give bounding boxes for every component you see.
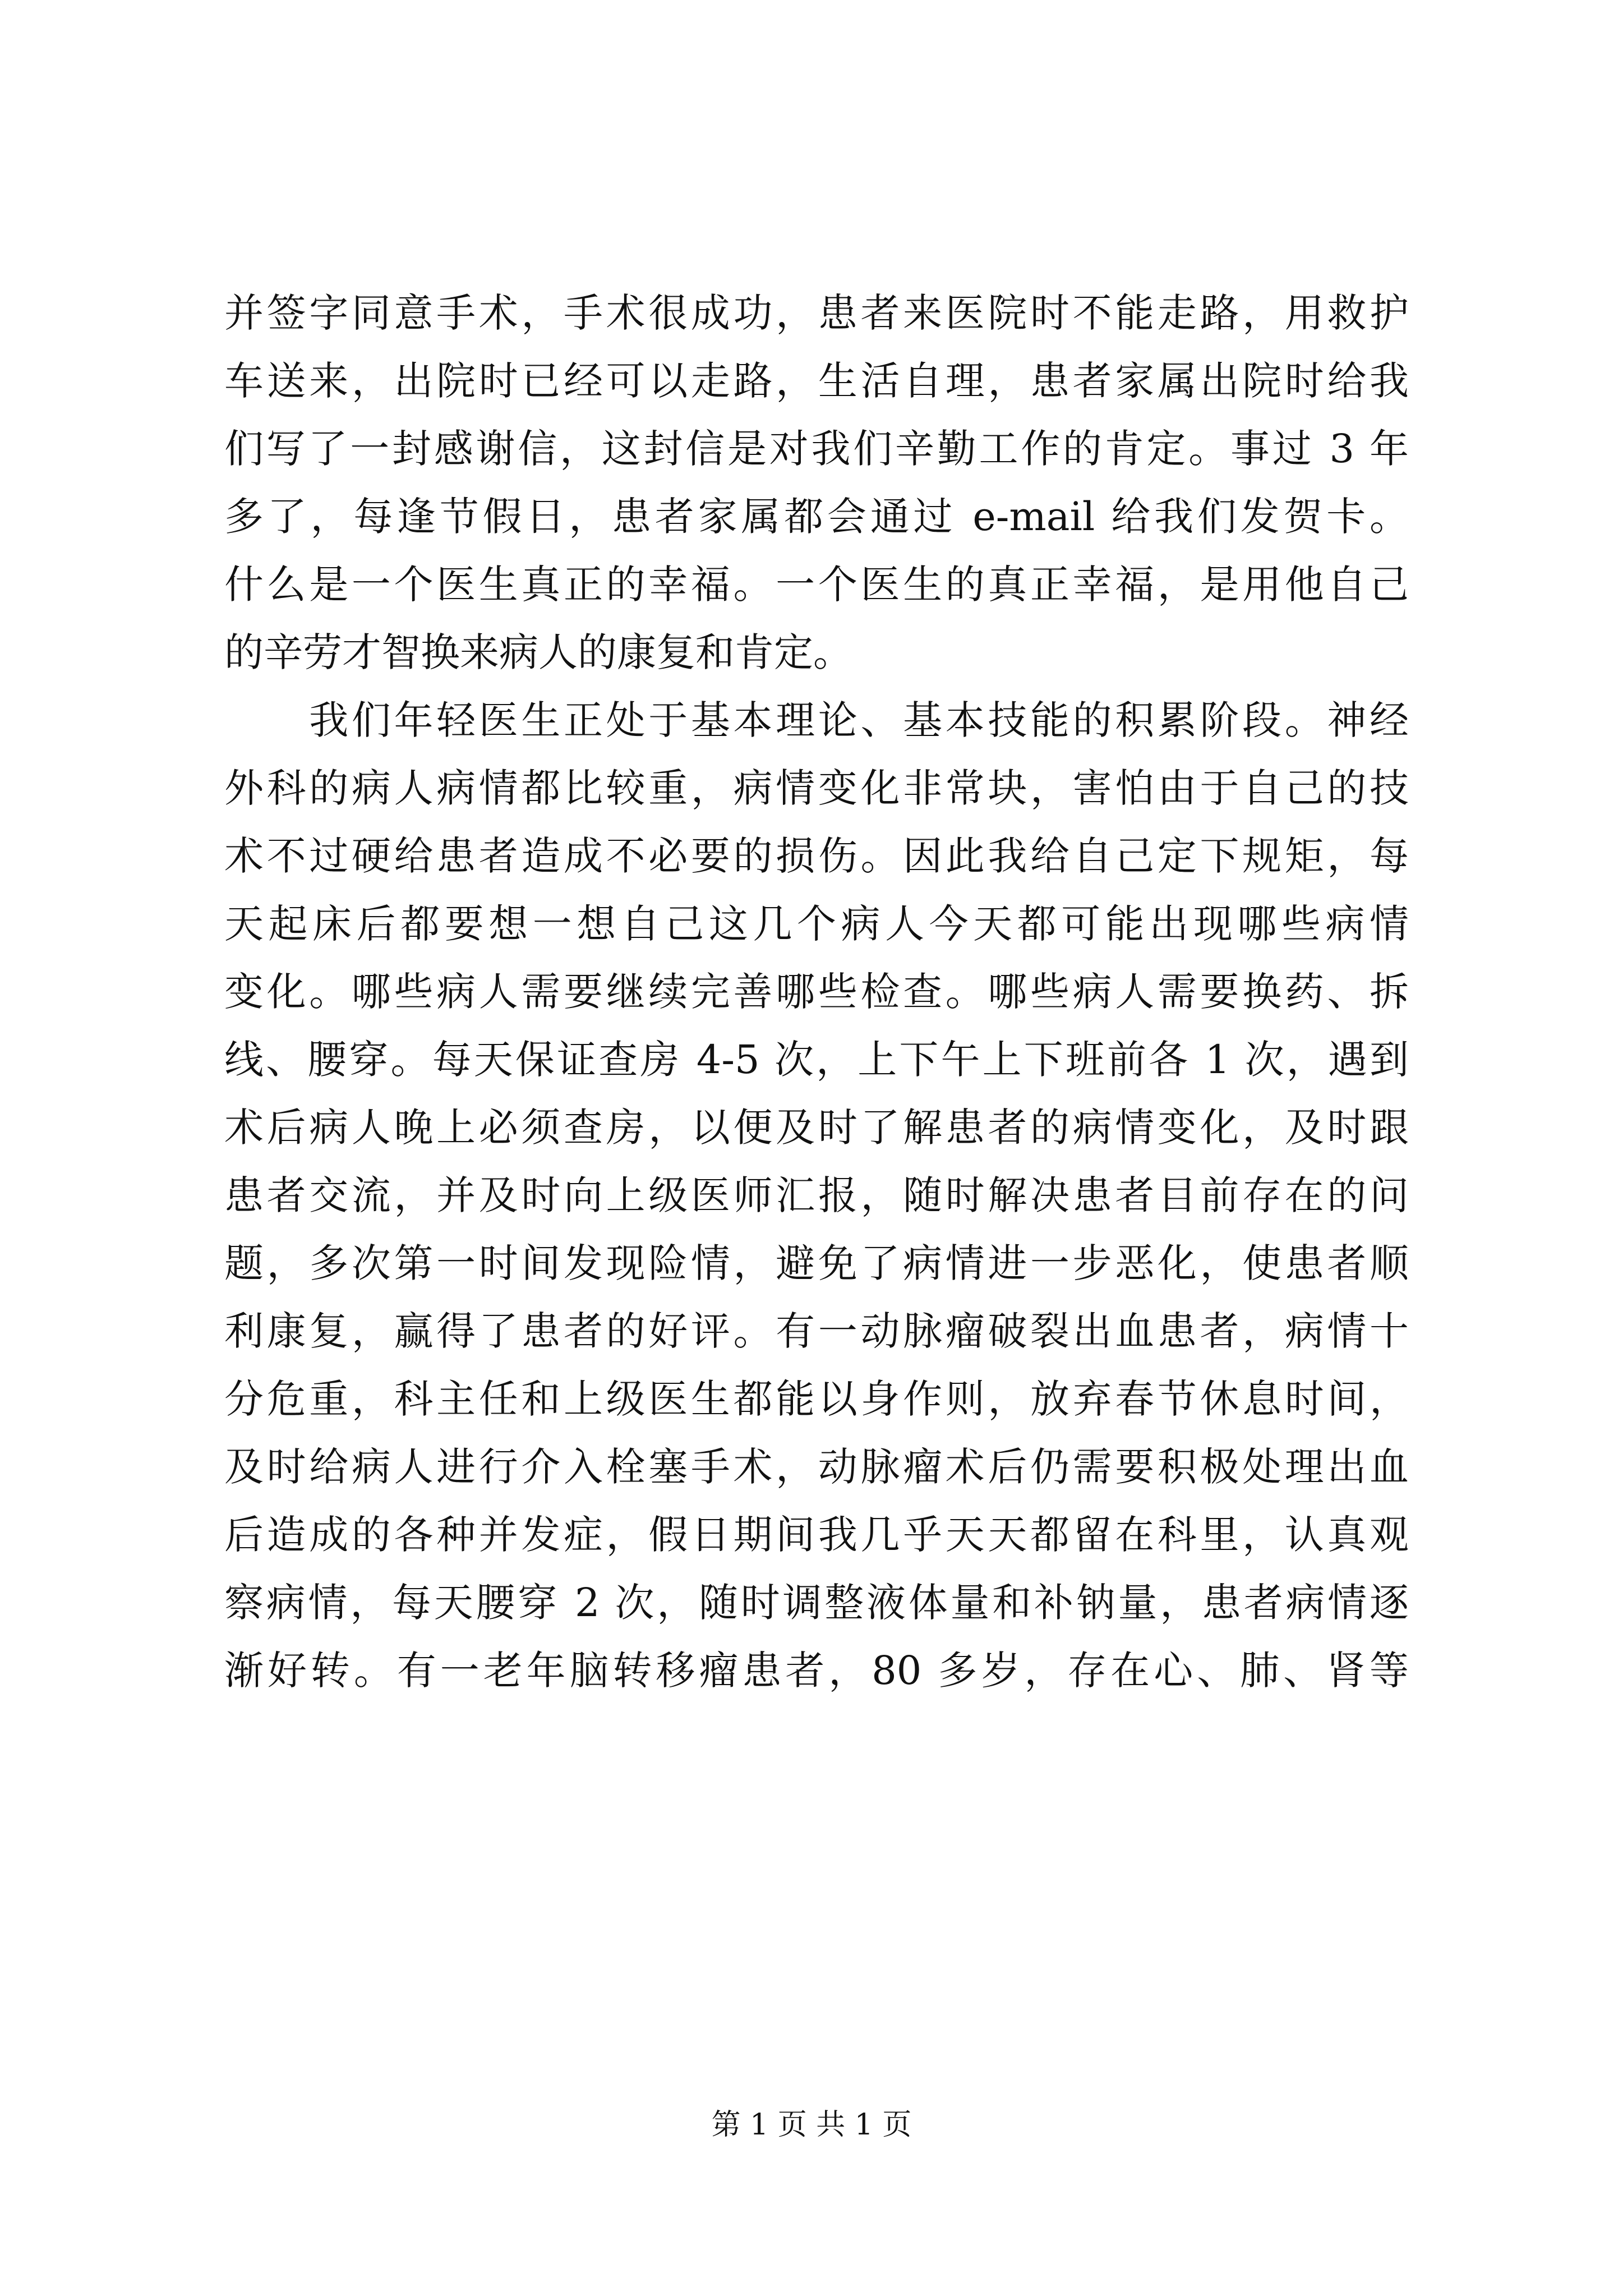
text-line: 变化。哪些病人需要继续完善哪些检查。哪些病人需要换药、拆: [224, 969, 1409, 1015]
text-line: 利康复，赢得了患者的好评。有一动脉瘤破裂出血患者，病情十: [224, 1308, 1409, 1354]
text-line: 外科的病人病情都比较重，病情变化非常块，害怕由于自己的技: [224, 765, 1409, 811]
text-line: 后造成的各种并发症，假日期间我几乎天天都留在科里，认真观: [224, 1512, 1409, 1558]
text-line: 多了，每逢节假日，患者家属都会通过 e-mail 给我们发贺卡。: [224, 494, 1409, 540]
text-line: 渐好转。有一老年脑转移瘤患者，80 多岁，存在心、肺、肾等: [224, 1648, 1409, 1694]
text-line: 患者交流，并及时向上级医师汇报，随时解决患者目前存在的问: [224, 1172, 1409, 1218]
text-line: 的辛劳才智换来病人的康复和肯定。: [224, 629, 852, 675]
text-line: 线、腰穿。每天保证查房 4-5 次，上下午上下班前各 1 次，遇到: [224, 1037, 1409, 1083]
text-line: 术后病人晚上必须查房，以便及时了解患者的病情变化，及时跟: [224, 1105, 1409, 1151]
text-line: 我们年轻医生正处于基本理论、基本技能的积累阶段。神经: [224, 697, 1409, 743]
text-line: 们写了一封感谢信，这封信是对我们辛勤工作的肯定。事过 3 年: [224, 426, 1409, 472]
text-line: 察病情，每天腰穿 2 次，随时调整液体量和补钠量，患者病情逐: [224, 1580, 1409, 1626]
text-line: 术不过硬给患者造成不必要的损伤。因此我给自己定下规矩，每: [224, 833, 1409, 879]
text-line: 天起床后都要想一想自己这几个病人今天都可能出现哪些病情: [224, 901, 1409, 947]
text-line: 并签字同意手术，手术很成功，患者来医院时不能走路，用救护: [224, 290, 1409, 336]
text-line: 车送来，出院时已经可以走路，生活自理，患者家属出院时给我: [224, 358, 1409, 404]
text-line: 什么是一个医生真正的幸福。一个医生的真正幸福，是用他自己: [224, 562, 1409, 608]
text-line: 分危重，科主任和上级医生都能以身作则，放弃春节休息时间，: [224, 1376, 1409, 1422]
text-line: 及时给病人进行介入栓塞手术，动脉瘤术后仍需要积极处理出血: [224, 1444, 1409, 1490]
body-text: [224, 279, 1409, 1705]
text-line: 题，多次第一时间发现险情，避免了病情进一步恶化，使患者顺: [224, 1240, 1409, 1286]
page-number-footer: 第 1 页 共 1 页: [711, 2108, 912, 2142]
